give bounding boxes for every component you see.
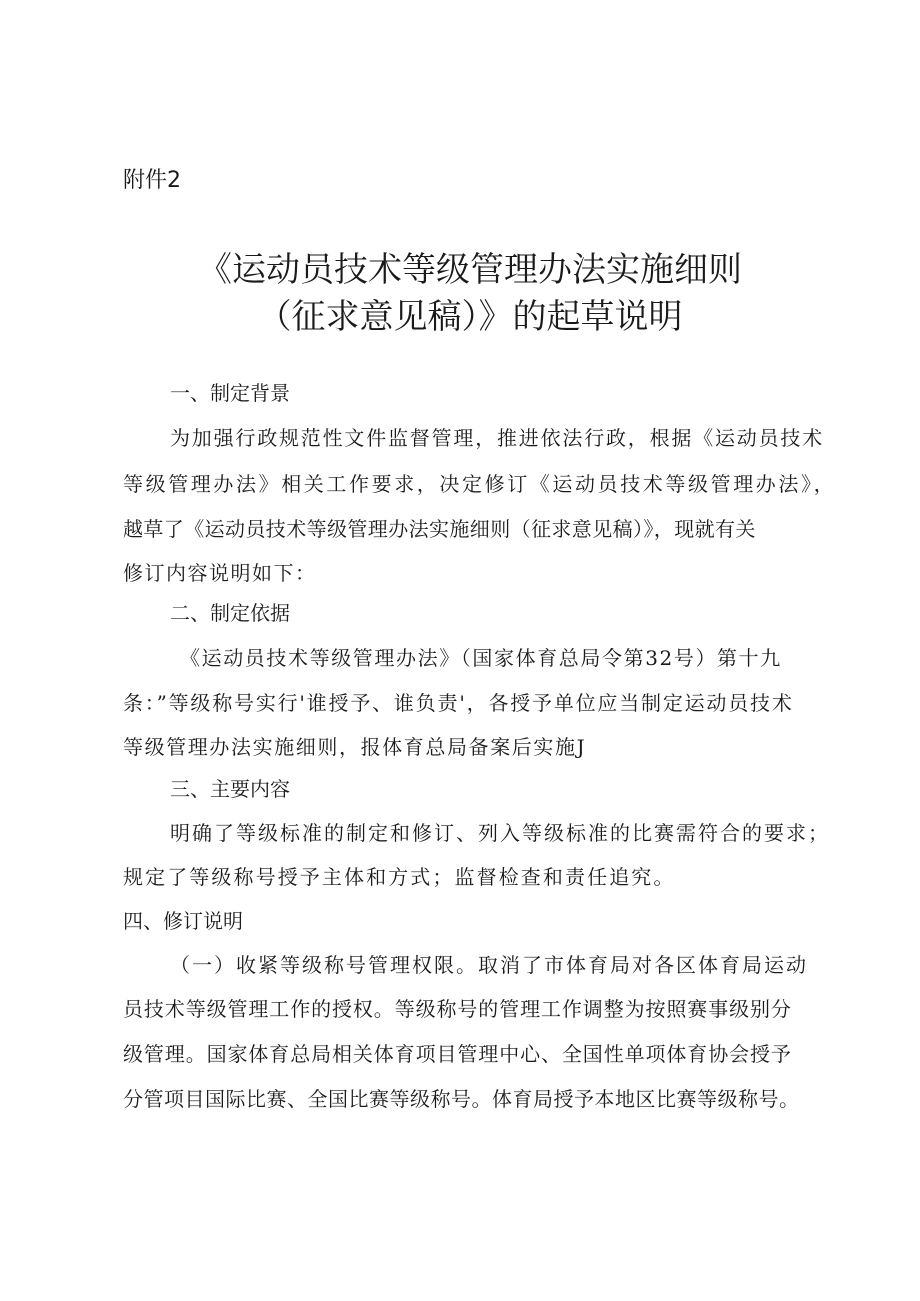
section-heading-main-content: 三、主要内容: [170, 777, 290, 801]
paragraph-line: （一）收紧等级称号管理权限。取消了市体育局对各区体育局运动: [170, 953, 808, 977]
attachment-label: 附件2: [123, 168, 181, 193]
paragraph-line: 等级管理办法实施细则，报体育总局备案后实施J: [123, 735, 587, 759]
paragraph-line: 等级管理办法》相关工作要求，决定修订《运动员技术等级管理办法》，: [123, 472, 837, 496]
paragraph-line: 级管理。国家体育总局相关体育项目管理中心、全国性单项体育协会授予: [123, 1042, 792, 1066]
paragraph-line: 条：”等级称号实行'谁授予、谁负责'，各授予单位应当制定运动员技术: [123, 691, 794, 715]
paragraph-line: 越草了《运动员技术等级管理办法实施细则（征求意见稿）》，现就有关: [123, 517, 756, 541]
paragraph-line: 《运动员技术等级管理办法》（国家体育总局令第32号）第十九: [180, 646, 782, 670]
paragraph-line: 明确了等级标准的制定和修订、列入等级标准的比赛需符合的要求；: [170, 821, 830, 845]
paragraph-line: 员技术等级管理工作的授权。等级称号的管理工作调整为按照赛事级别分: [123, 997, 792, 1021]
section-heading-revision-notes: 四、修订说明: [123, 909, 243, 933]
paragraph-line: 规定了等级称号授予主体和方式；监督检查和责任追究。: [123, 865, 676, 889]
document-title-line-2: （征求意见稿）》的起草说明: [257, 297, 683, 337]
section-heading-background: 一、制定背景: [170, 381, 290, 405]
paragraph-line: 分管项目国际比赛、全国比赛等级称号。体育局授予本地区比赛等级称号。: [123, 1087, 800, 1111]
paragraph-line: 为加强行政规范性文件监督管理，推进依法行政，根据《运动员技术: [170, 426, 824, 450]
section-heading-basis: 二、制定依据: [170, 601, 290, 625]
paragraph-line: 修订内容说明如下：: [123, 561, 317, 585]
document-title-line-1: 《运动员技术等级管理办法实施细则: [198, 250, 742, 290]
